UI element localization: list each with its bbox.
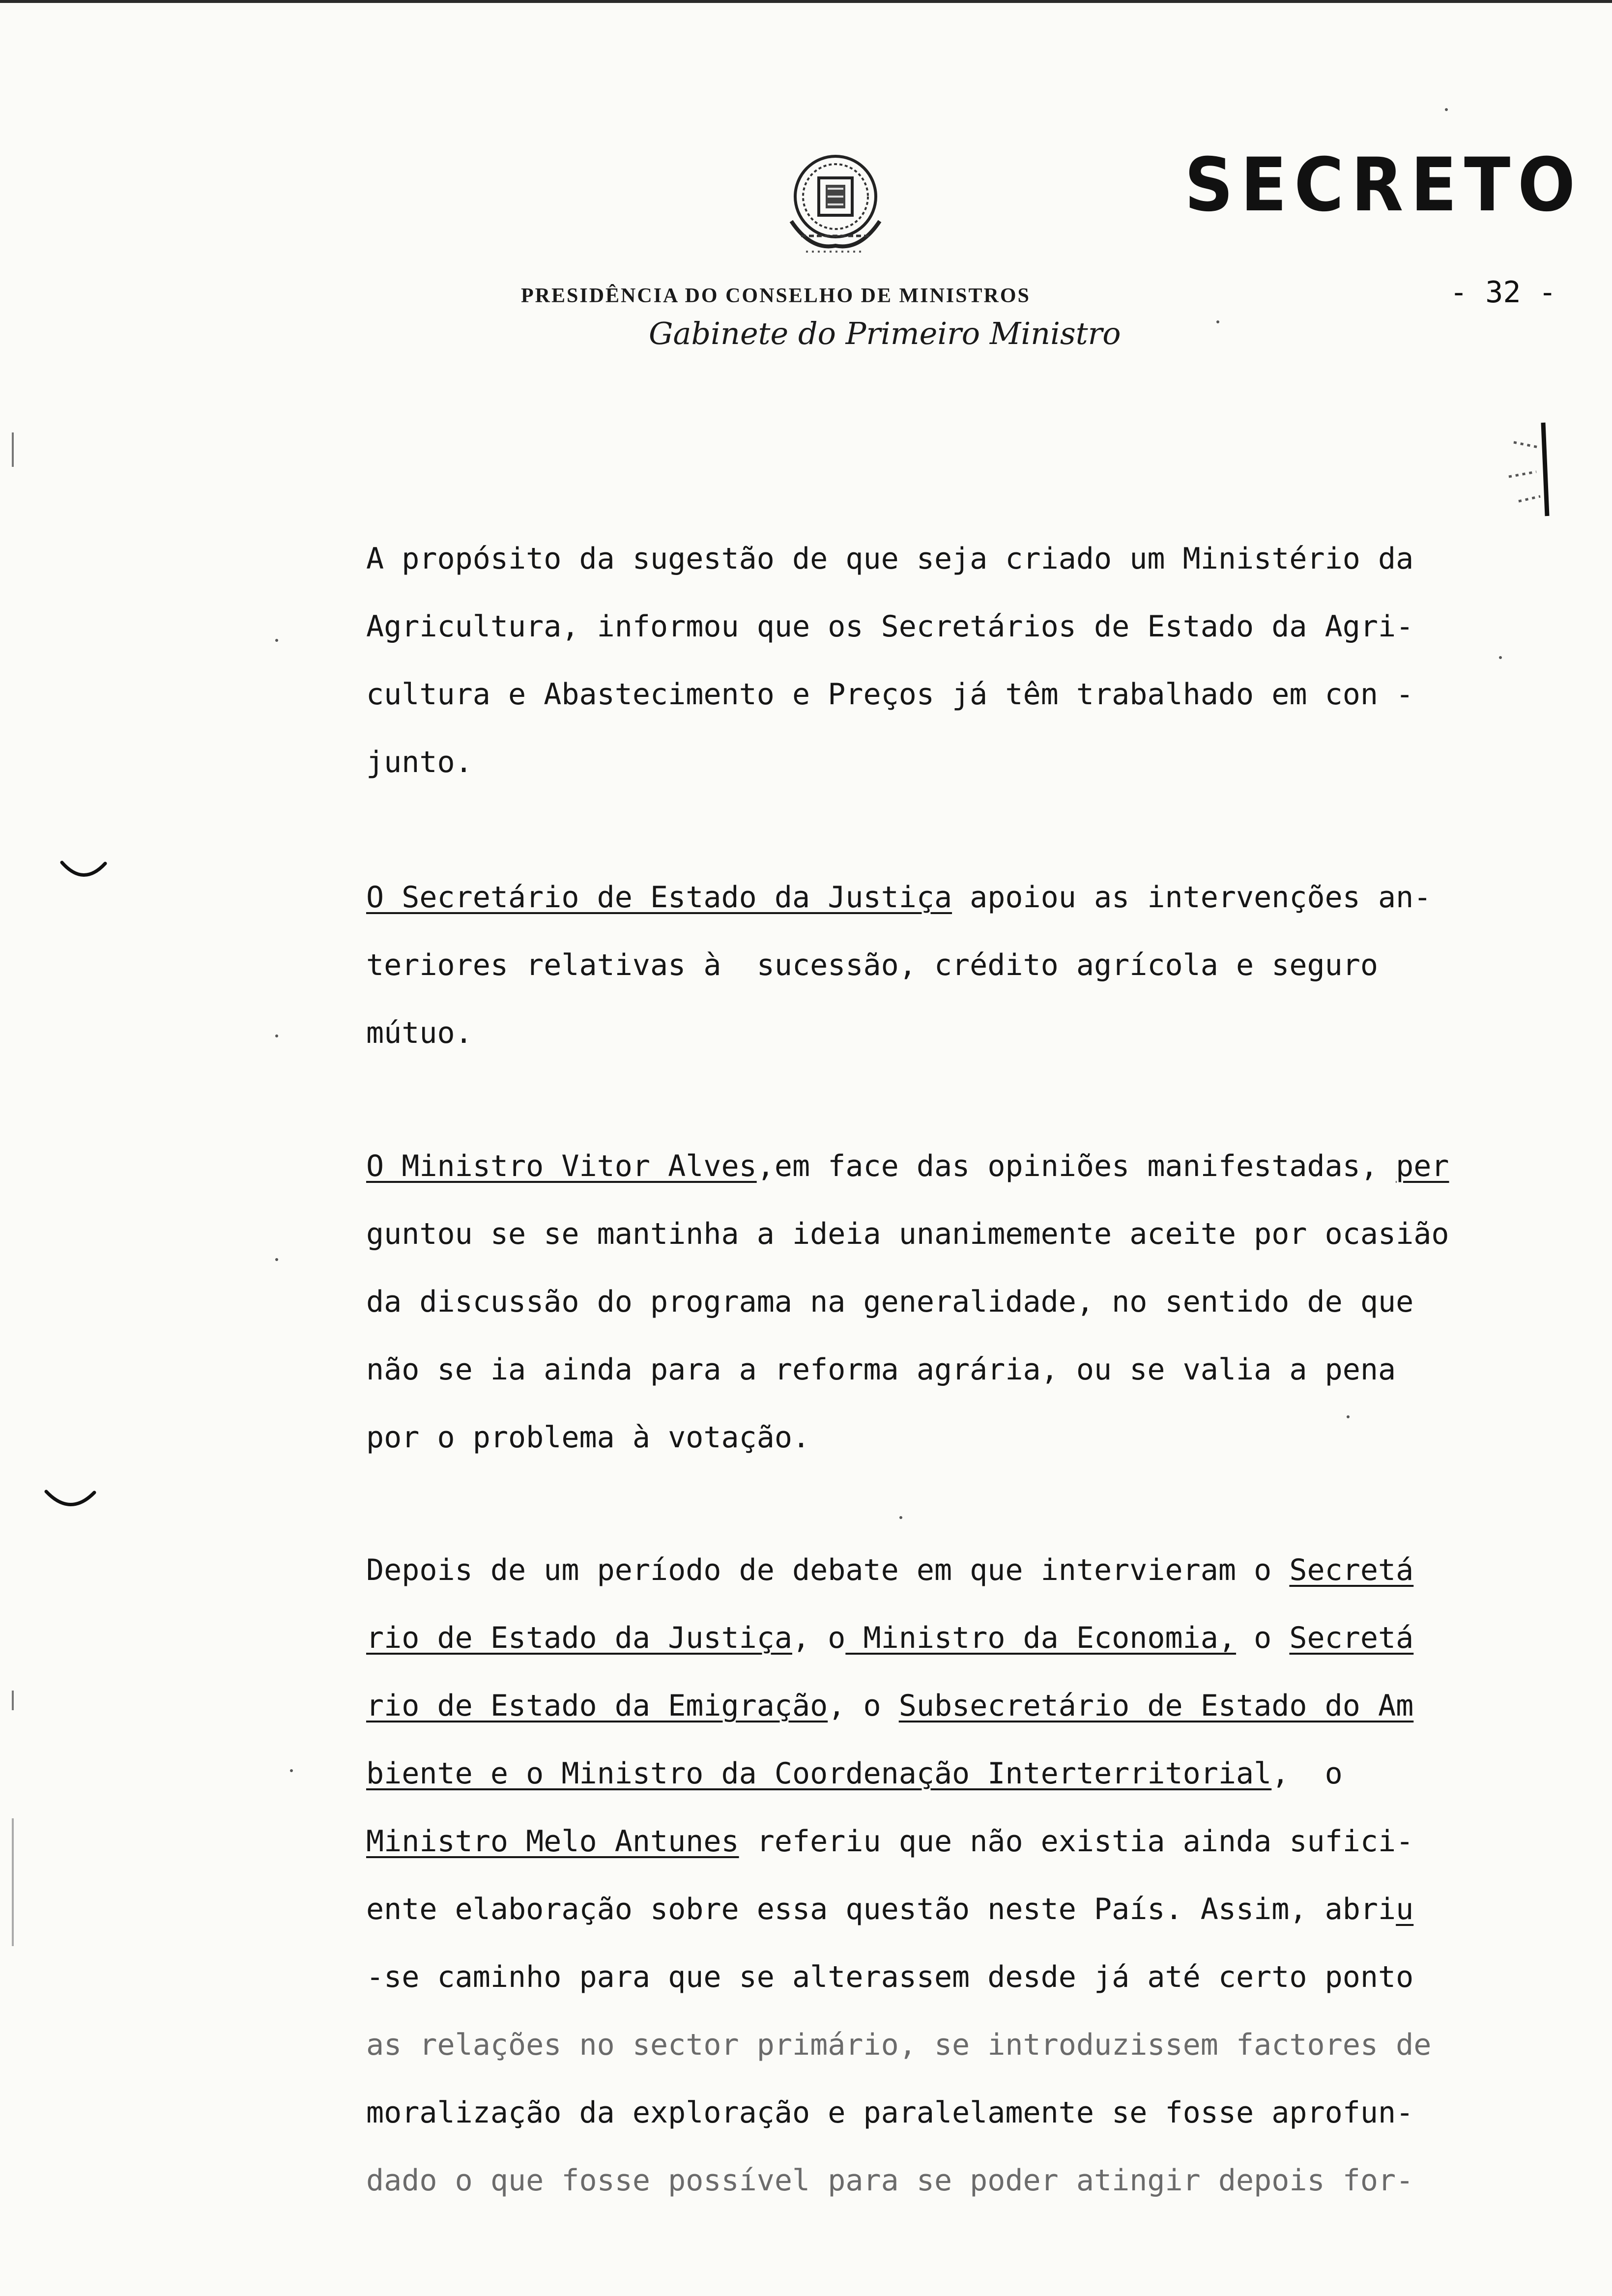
scan-speck — [1445, 108, 1448, 111]
text-line: dado o que fosse possível para se poder atingir depois for- — [366, 2163, 1414, 2198]
text-line: por o problema à votação. — [366, 1420, 810, 1455]
text-line — [366, 1536, 1467, 1604]
speaker-name: Subsecretário de Estado do Am — [898, 1689, 1414, 1723]
speaker-name: rio de Estado da Justiça — [366, 1621, 792, 1655]
text-line — [366, 1808, 1467, 1875]
letterhead-subtitle: Gabinete do Primeiro Ministro — [649, 316, 1121, 351]
speaker-name: Ministro Melo Antunes — [366, 1824, 739, 1859]
text-line: -se caminho para que se alterassem desde já até certo ponto — [366, 1960, 1414, 1994]
speaker-name: rio de Estado da Emigração — [366, 1689, 828, 1723]
speaker-name: O Ministro Vitor Alves — [366, 1149, 757, 1183]
scan-edge-mark — [12, 432, 14, 467]
text-run: , o — [792, 1621, 846, 1655]
scan-speck — [1216, 320, 1219, 323]
scan-speck — [1347, 1415, 1350, 1418]
text-run: Depois de um período de debate em que intervieram o — [366, 1553, 1290, 1587]
text-line: mútuo. — [366, 1016, 473, 1050]
scan-speck — [275, 1258, 278, 1261]
text-line: teriores relativas à sucessão, crédito agrícola e seguro — [366, 948, 1379, 982]
speaker-name: O Secretário de Estado da Justiça — [366, 880, 952, 915]
scan-edge-mark — [12, 1691, 14, 1710]
margin-check-mark — [59, 858, 108, 887]
text-run: , o — [1271, 1756, 1343, 1791]
text-line: guntou se se mantinha a ideia unanimemente aceite por ocasião — [366, 1217, 1449, 1251]
text-line — [366, 1604, 1467, 1672]
text-run: o — [1236, 1621, 1290, 1655]
margin-check-mark — [43, 1487, 97, 1516]
coat-of-arms-icon — [777, 147, 894, 265]
paragraph-1 — [366, 525, 1467, 796]
text-run: ,em face das opiniões manifestadas, — [756, 1149, 1396, 1183]
text-line: A propósito da sugestão de que seja criado um Ministério da — [366, 542, 1414, 576]
speaker-name: biente e o Ministro da Coordenação Interterritorial — [366, 1756, 1272, 1791]
paragraph-3 — [366, 1132, 1467, 1471]
page-number: - 32 - — [1450, 275, 1556, 310]
speaker-name: Secretá — [1289, 1553, 1414, 1587]
text-line: não se ia ainda para a reforma agrária, ou se valia a pena — [366, 1352, 1396, 1387]
text-line: Agricultura, informou que os Secretários de Estado da Agri- — [366, 609, 1414, 644]
text-run: ente elaboração sobre essa questão neste País. Assim, abri — [366, 1892, 1396, 1926]
paragraph-4 — [366, 1536, 1467, 2214]
text-line: moralização da exploração e paralelamente se fosse aprofun- — [366, 2095, 1414, 2130]
scan-speck — [290, 1769, 293, 1772]
scan-speck — [899, 1516, 902, 1519]
scan-edge-mark — [12, 1818, 14, 1946]
text-line: cultura e Abastecimento e Preços já têm trabalhado em con - — [366, 677, 1414, 712]
text-run: u — [1396, 1892, 1414, 1926]
scan-top-edge — [0, 0, 1612, 3]
text-line — [366, 863, 1467, 931]
speaker-name: Secretá — [1289, 1621, 1414, 1655]
text-line — [366, 1132, 1467, 1200]
text-line — [366, 1875, 1467, 1943]
text-run: per — [1396, 1149, 1449, 1183]
speaker-name: Ministro da Economia, — [845, 1621, 1237, 1655]
text-run: , o — [828, 1689, 899, 1723]
text-run: referiu que não existia ainda sufici- — [739, 1824, 1414, 1859]
scan-speck — [275, 639, 278, 642]
staple-mark — [1489, 413, 1563, 526]
text-line: as relações no sector primário, se introduzissem factores de — [366, 2028, 1432, 2062]
text-line — [366, 1740, 1467, 1808]
text-run: apoiou as intervenções an- — [952, 880, 1432, 915]
scan-speck — [1499, 656, 1502, 659]
letterhead-title: PRESIDÊNCIA DO CONSELHO DE MINISTROS — [521, 285, 1031, 307]
scan-speck — [275, 1034, 278, 1037]
text-line: da discussão do programa na generalidade, no sentido de que — [366, 1285, 1414, 1319]
text-line — [366, 1672, 1467, 1740]
text-line: junto. — [366, 745, 473, 779]
paragraph-2 — [366, 863, 1467, 1067]
classification-stamp: SECRETO — [1184, 143, 1583, 228]
